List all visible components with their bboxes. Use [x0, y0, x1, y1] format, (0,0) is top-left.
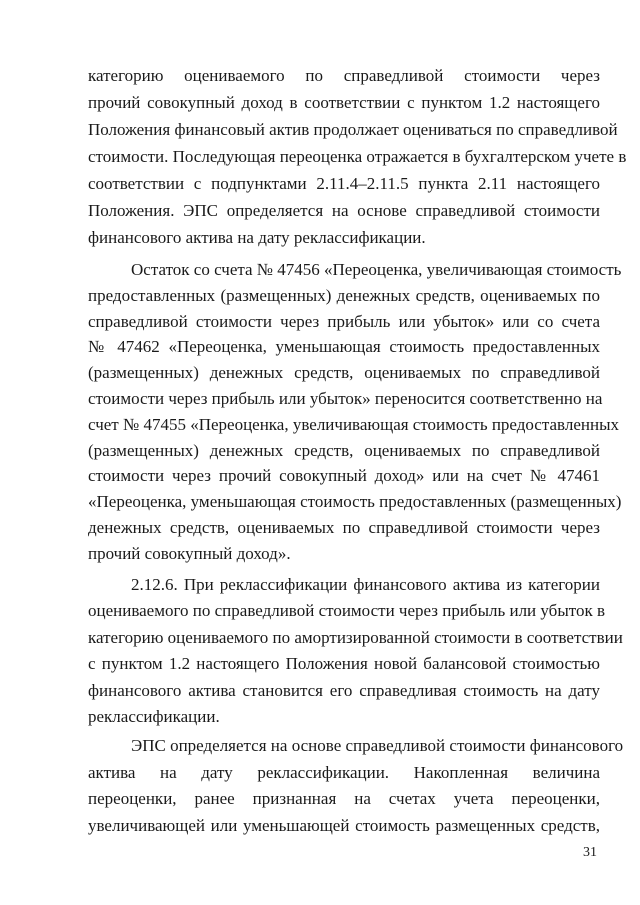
text-line: переоценки, ранее признанная на счетах учета переоценки, — [88, 789, 600, 809]
text-line: стоимости через прибыль или убыток» переносится соответственно на — [88, 388, 603, 408]
text-line: предоставленных (размещенных) денежных средств, оцениваемых по — [88, 285, 600, 305]
text-line: денежных средств, оцениваемых по справедливой стоимости через — [88, 517, 600, 537]
text-line: соответствии с подпунктами 2.11.4–2.11.5 пункта 2.11 настоящего — [88, 174, 600, 193]
text-line: 2.12.6. При реклассификации финансового актива из категории — [131, 575, 600, 594]
text-line: категорию оцениваемого по справедливой стоимости через — [88, 66, 600, 85]
text-line: № 47462 «Переоценка, уменьшающая стоимость предоставленных — [88, 337, 600, 357]
text-line: стоимости. Последующая переоценка отражается в бухгалтерском учете в — [88, 147, 627, 166]
text-line: с пунктом 1.2 настоящего Положения новой балансовой стоимостью — [88, 654, 600, 674]
text-line: справедливой стоимости через прибыль или убыток» или со счета — [88, 311, 600, 331]
paragraph-2-12-6 — [88, 572, 623, 730]
text-line: прочий совокупный доход в соответствии с пунктом 1.2 настоящего — [88, 93, 600, 112]
text-line: категорию оцениваемого по амортизированной стоимости в соответствии — [88, 627, 623, 647]
text-line: реклассификации. — [88, 706, 220, 726]
paragraph-eps — [88, 733, 624, 839]
text-line: Остаток со счета № 47456 «Переоценка, увеличивающая стоимость — [131, 260, 622, 279]
page-number: 31 — [583, 845, 597, 860]
paragraph-account-transfer — [88, 257, 622, 567]
text-line: Положения финансовый актив продолжает оцениваться по справедливой — [88, 120, 618, 139]
text-line: оцениваемого по справедливой стоимости через прибыль или убыток в — [88, 601, 605, 621]
text-line: счет № 47455 «Переоценка, увеличивающая стоимость предоставленных — [88, 414, 619, 434]
text-line: финансового актива на дату реклассификации. — [88, 228, 426, 247]
text-line: Положения. ЭПС определяется на основе справедливой стоимости — [88, 201, 600, 220]
text-line: ЭПС определяется на основе справедливой стоимости финансового — [131, 736, 624, 755]
text-line: «Переоценка, уменьшающая стоимость предоставленных (размещенных) — [88, 492, 622, 512]
text-line: финансового актива становится его справедливая стоимость на дату — [88, 680, 600, 700]
text-line: (размещенных) денежных средств, оцениваемых по справедливой — [88, 440, 600, 460]
paragraph-reclassification-fvoci — [88, 62, 627, 251]
text-line: увеличивающей или уменьшающей стоимость размещенных средств, — [88, 815, 600, 835]
text-line: прочий совокупный доход». — [88, 543, 291, 563]
text-line: (размещенных) денежных средств, оцениваемых по справедливой — [88, 363, 600, 383]
text-line: стоимости через прочий совокупный доход» или на счет № 47461 — [88, 466, 600, 486]
text-line: актива на дату реклассификации. Накопленная величина — [88, 762, 600, 782]
